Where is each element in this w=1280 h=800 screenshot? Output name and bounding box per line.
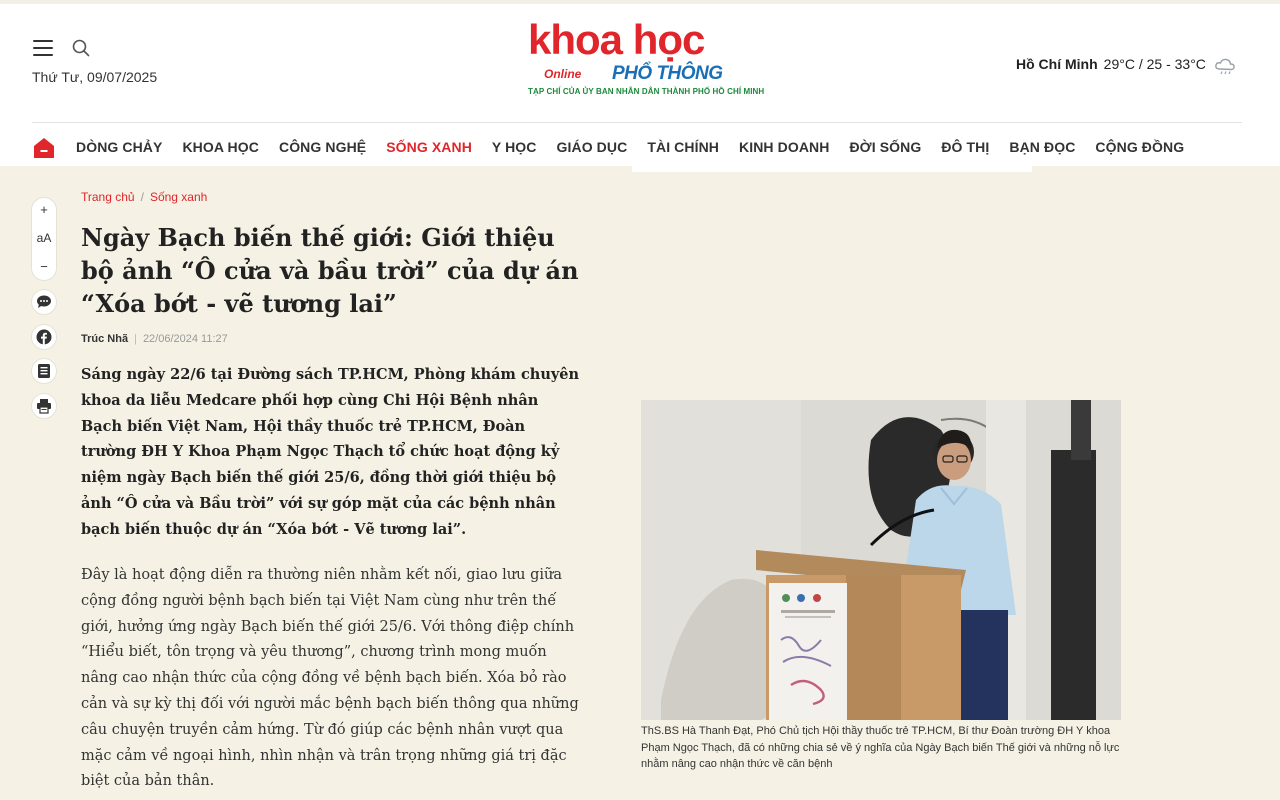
search-icon[interactable]: [72, 39, 90, 57]
increase-font-button[interactable]: +: [40, 202, 48, 217]
nav-item-dòng-chảy[interactable]: DÒNG CHẢY: [76, 139, 163, 155]
current-date: Thứ Tư, 09/07/2025: [32, 69, 158, 85]
breadcrumb: [81, 190, 207, 204]
logo-main-text: khoa học: [528, 16, 705, 63]
site-header: [0, 0, 1280, 125]
save-article-button[interactable]: [31, 358, 57, 384]
breadcrumb-category-link[interactable]: Sống xanh: [149, 190, 208, 204]
home-icon[interactable]: [33, 137, 55, 159]
font-size-label[interactable]: aA: [36, 231, 52, 245]
photo-caption: ThS.BS Hà Thanh Đạt, Phó Chủ tịch Hội thầy thuốc trẻ TP.HCM, Bí thư Đoàn trường ĐH Y khoa Phạm Ngọc Thạch, đã có những chia sẻ về ý nghĩa của Ngày Bạch biến Thế giới và những nỗ lực nhằm nâng cao nhận thức về căn bệnh: [641, 725, 1120, 770]
comment-icon: [36, 294, 52, 310]
nav-item-cộng-đồng[interactable]: CỘNG ĐỒNG: [1095, 139, 1185, 155]
nav-item-giáo-dục[interactable]: GIÁO DỤC: [556, 139, 628, 155]
nav-item-tài-chính[interactable]: TÀI CHÍNH: [647, 139, 720, 155]
font-size-control: [31, 197, 57, 281]
article-photo[interactable]: [641, 400, 1121, 720]
article-title: Ngày Bạch biến thế giới: Giới thiệu bộ ảnh “Ô cửa và bầu trời” của dự án “Xóa bớt - vẽ tương lai”: [81, 223, 579, 318]
logo-tagline: TẠP CHÍ CỦA ỦY BAN NHÂN DÂN THÀNH PHỐ HỒ CHÍ MINH: [528, 87, 765, 96]
comment-button[interactable]: [31, 289, 57, 315]
rain-cloud-icon: [1214, 57, 1236, 75]
hamburger-menu-icon[interactable]: [33, 40, 53, 56]
speaker-photo-illustration: [641, 400, 1121, 720]
weather-city: Hồ Chí Minh: [1016, 56, 1098, 72]
weather-widget: [1016, 53, 1236, 75]
nav-item-y-học[interactable]: Y HỌC: [491, 139, 537, 155]
logo-online-text: Online: [544, 67, 582, 81]
breadcrumb-separator: /: [140, 190, 144, 204]
nav-item-công-nghệ[interactable]: CÔNG NGHỆ: [278, 139, 367, 155]
meta-separator: |: [134, 333, 137, 345]
article-meta: [81, 333, 228, 345]
article-lead: Sáng ngày 22/6 tại Đường sách TP.HCM, Phòng khám chuyên khoa da liễu Medcare phối hợp cùng Chi Hội Bệnh nhân Bạch biến Việt Nam, Hội thầy thuốc trẻ TP.HCM, Đoàn trường ĐH Y Khoa Phạm Ngọc Thạch tổ chức hoạt động kỷ niệm ngày Bạch biến thế giới 25/6, đồng thời giới thiệu bộ ảnh “Ô cửa và Bầu trời” với sự góp mặt của các bệnh nhân bạch biến thuộc dự án “Xóa bớt - Vẽ tương lai”.: [81, 366, 580, 538]
article-paragraph: Đây là hoạt động diễn ra thường niên nhằm kết nối, giao lưu giữa cộng đồng người bệnh bạch biến tại Việt Nam cùng như trên thế giới, hưởng ứng ngày Bạch biến thế giới 25/6. Với thông điệp chính “Hiểu biết, tôn trọng và yêu thương”, chương trình mong muốn nâng cao nhận thức của cộng đồng về bệnh bạch biến. Xóa bỏ rào cản và sự kỳ thị đối với người mắc bệnh bạch biến thông qua những câu chuyện truyền cảm hứng. Từ đó giúp các bệnh nhân vượt qua mặc cảm về ngoại hình, nhìn nhận và trân trọng những giá trị đặc biệt của bản thân.: [81, 567, 579, 790]
logo-pho-thong-text: PHỔ THÔNG: [612, 63, 723, 84]
facebook-icon: [36, 329, 52, 345]
header-divider: [32, 122, 1242, 123]
nav-item-sống-xanh[interactable]: SỐNG XANH: [386, 139, 472, 155]
nav-item-kinh-doanh[interactable]: KINH DOANH: [739, 139, 830, 155]
breadcrumb-home-link[interactable]: Trang chủ: [81, 190, 135, 204]
main-nav: [76, 139, 1204, 155]
facebook-share-button[interactable]: [31, 324, 57, 350]
article-datetime: 22/06/2024 11:27: [142, 333, 228, 345]
nav-item-bạn-đọc[interactable]: BẠN ĐỌC: [1009, 139, 1076, 155]
site-logo[interactable]: [528, 16, 765, 99]
printer-icon: [36, 398, 52, 414]
print-button[interactable]: [31, 393, 57, 419]
nav-item-đô-thị[interactable]: ĐÔ THỊ: [941, 139, 990, 155]
top-strip: [0, 0, 1280, 4]
article-author[interactable]: Trúc Nhã: [81, 333, 129, 345]
weather-temp: 29°C / 25 - 33°C: [1103, 56, 1206, 72]
nav-item-đời-sống[interactable]: ĐỜI SỐNG: [849, 139, 922, 155]
nav-item-khoa-học[interactable]: KHOA HỌC: [182, 139, 259, 155]
decrease-font-button[interactable]: −: [40, 259, 48, 274]
nav-strip-extension: [632, 166, 1032, 172]
article-icon: [37, 363, 51, 379]
